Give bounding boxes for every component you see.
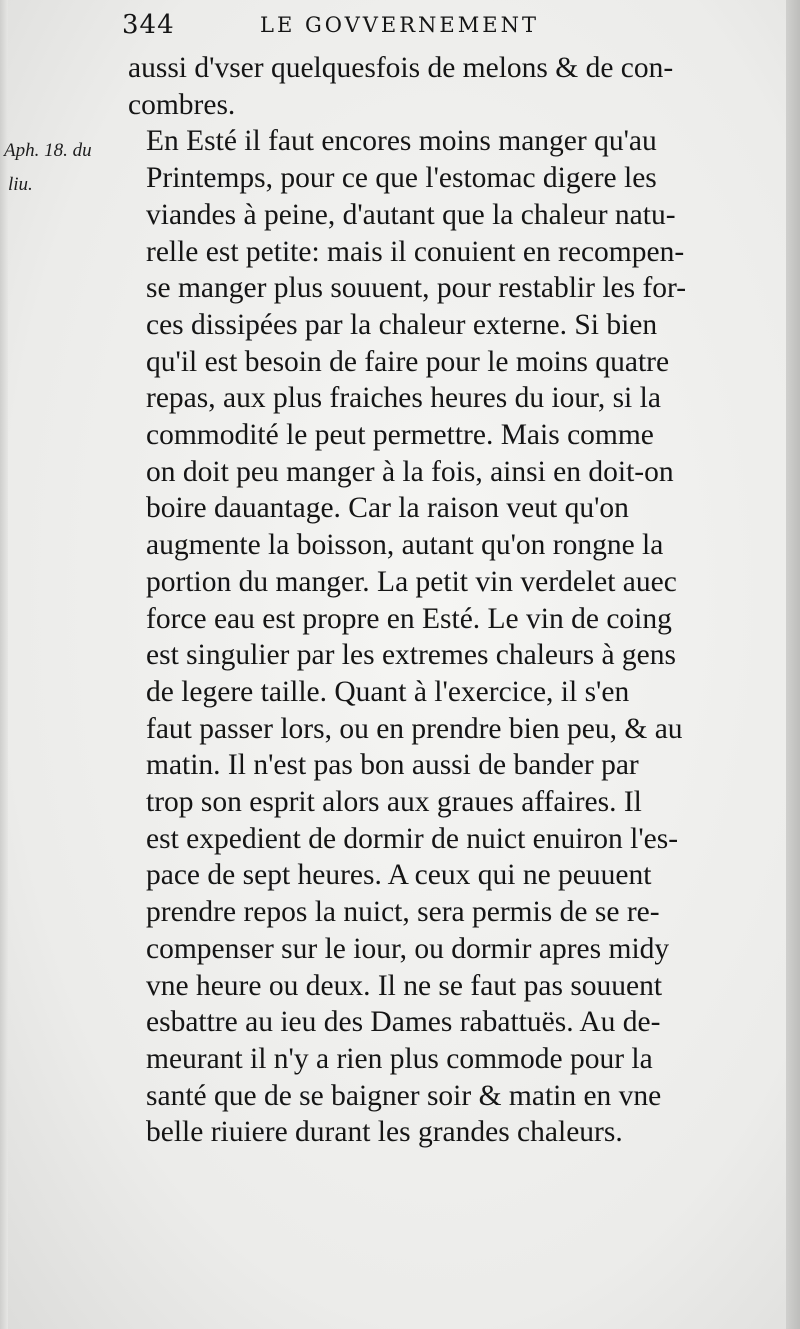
text-line: boire dauantage. Car la raison veut qu'on [146,492,629,525]
text-line: pace de sept heures. A ceux qui ne peuuent [146,859,652,892]
text-line: trop son esprit alors aux graues affaires. Il [146,786,642,819]
margin-note [4,134,92,202]
text-line: combres. [128,88,236,121]
margin-note-line: liu. [8,174,33,195]
text-line: de legere taille. Quant à l'exercice, il s'en [146,675,630,708]
margin-note-line: Aph. 18. du [4,140,92,161]
page-edge-shadow [786,0,800,1329]
body-text [120,50,686,1151]
text-line: viandes à peine, d'autant que la chaleur natu- [146,198,676,231]
text-line: repas, aux plus fraiches heures du iour, si la [146,382,661,415]
text-line: santé que de se baigner soir & matin en vne [146,1079,662,1112]
page-number: 344 [122,10,175,40]
running-title: LE GOVVERNEMENT [260,13,539,37]
text-line: force eau est propre en Esté. Le vin de coing [146,602,672,635]
text-line: aussi d'vser quelquesfois de melons & de con- [128,52,674,84]
text-line: faut passer lors, ou en prendre bien peu, & au [146,712,683,745]
text-line: meurant il n'y a rien plus commode pour la [146,1042,653,1075]
text-line: se manger plus souuent, pour restablir les for- [146,272,687,305]
page-header [122,10,539,40]
text-line: esbattre au ieu des Dames rabattuës. Au de- [146,1006,661,1039]
text-line: on doit peu manger à la fois, ainsi en doit-on [146,455,674,488]
text-line: matin. Il n'est pas bon aussi de bander par [146,749,639,782]
text-line: En Esté il faut encores moins manger qu'au [146,125,657,158]
text-line: ces dissipées par la chaleur externe. Si bien [146,308,658,341]
text-line: compenser sur le iour, ou dormir apres midy [146,932,670,965]
text-line: Printemps, pour ce que l'estomac digere les [146,162,657,195]
text-line: commodité le peut permettre. Mais comme [146,419,654,452]
text-line: relle est petite: mais il conuient en recompen- [146,235,685,268]
text-line: qu'il est besoin de faire pour le moins quatre [146,345,670,378]
text-line: vne heure ou deux. Il ne se faut pas souuent [146,969,663,1002]
text-line: belle riuiere durant les grandes chaleurs. [146,1116,623,1149]
text-line: portion du manger. La petit vin verdelet auec [146,565,677,598]
text-line: prendre repos la nuict, sera permis de se re- [146,896,660,929]
text-line: augmente la boisson, autant qu'on rongne la [146,529,664,562]
text-line: est expedient de dormir de nuict enuiron l'es- [146,822,679,855]
text-line: est singulier par les extremes chaleurs à gens [146,639,676,672]
